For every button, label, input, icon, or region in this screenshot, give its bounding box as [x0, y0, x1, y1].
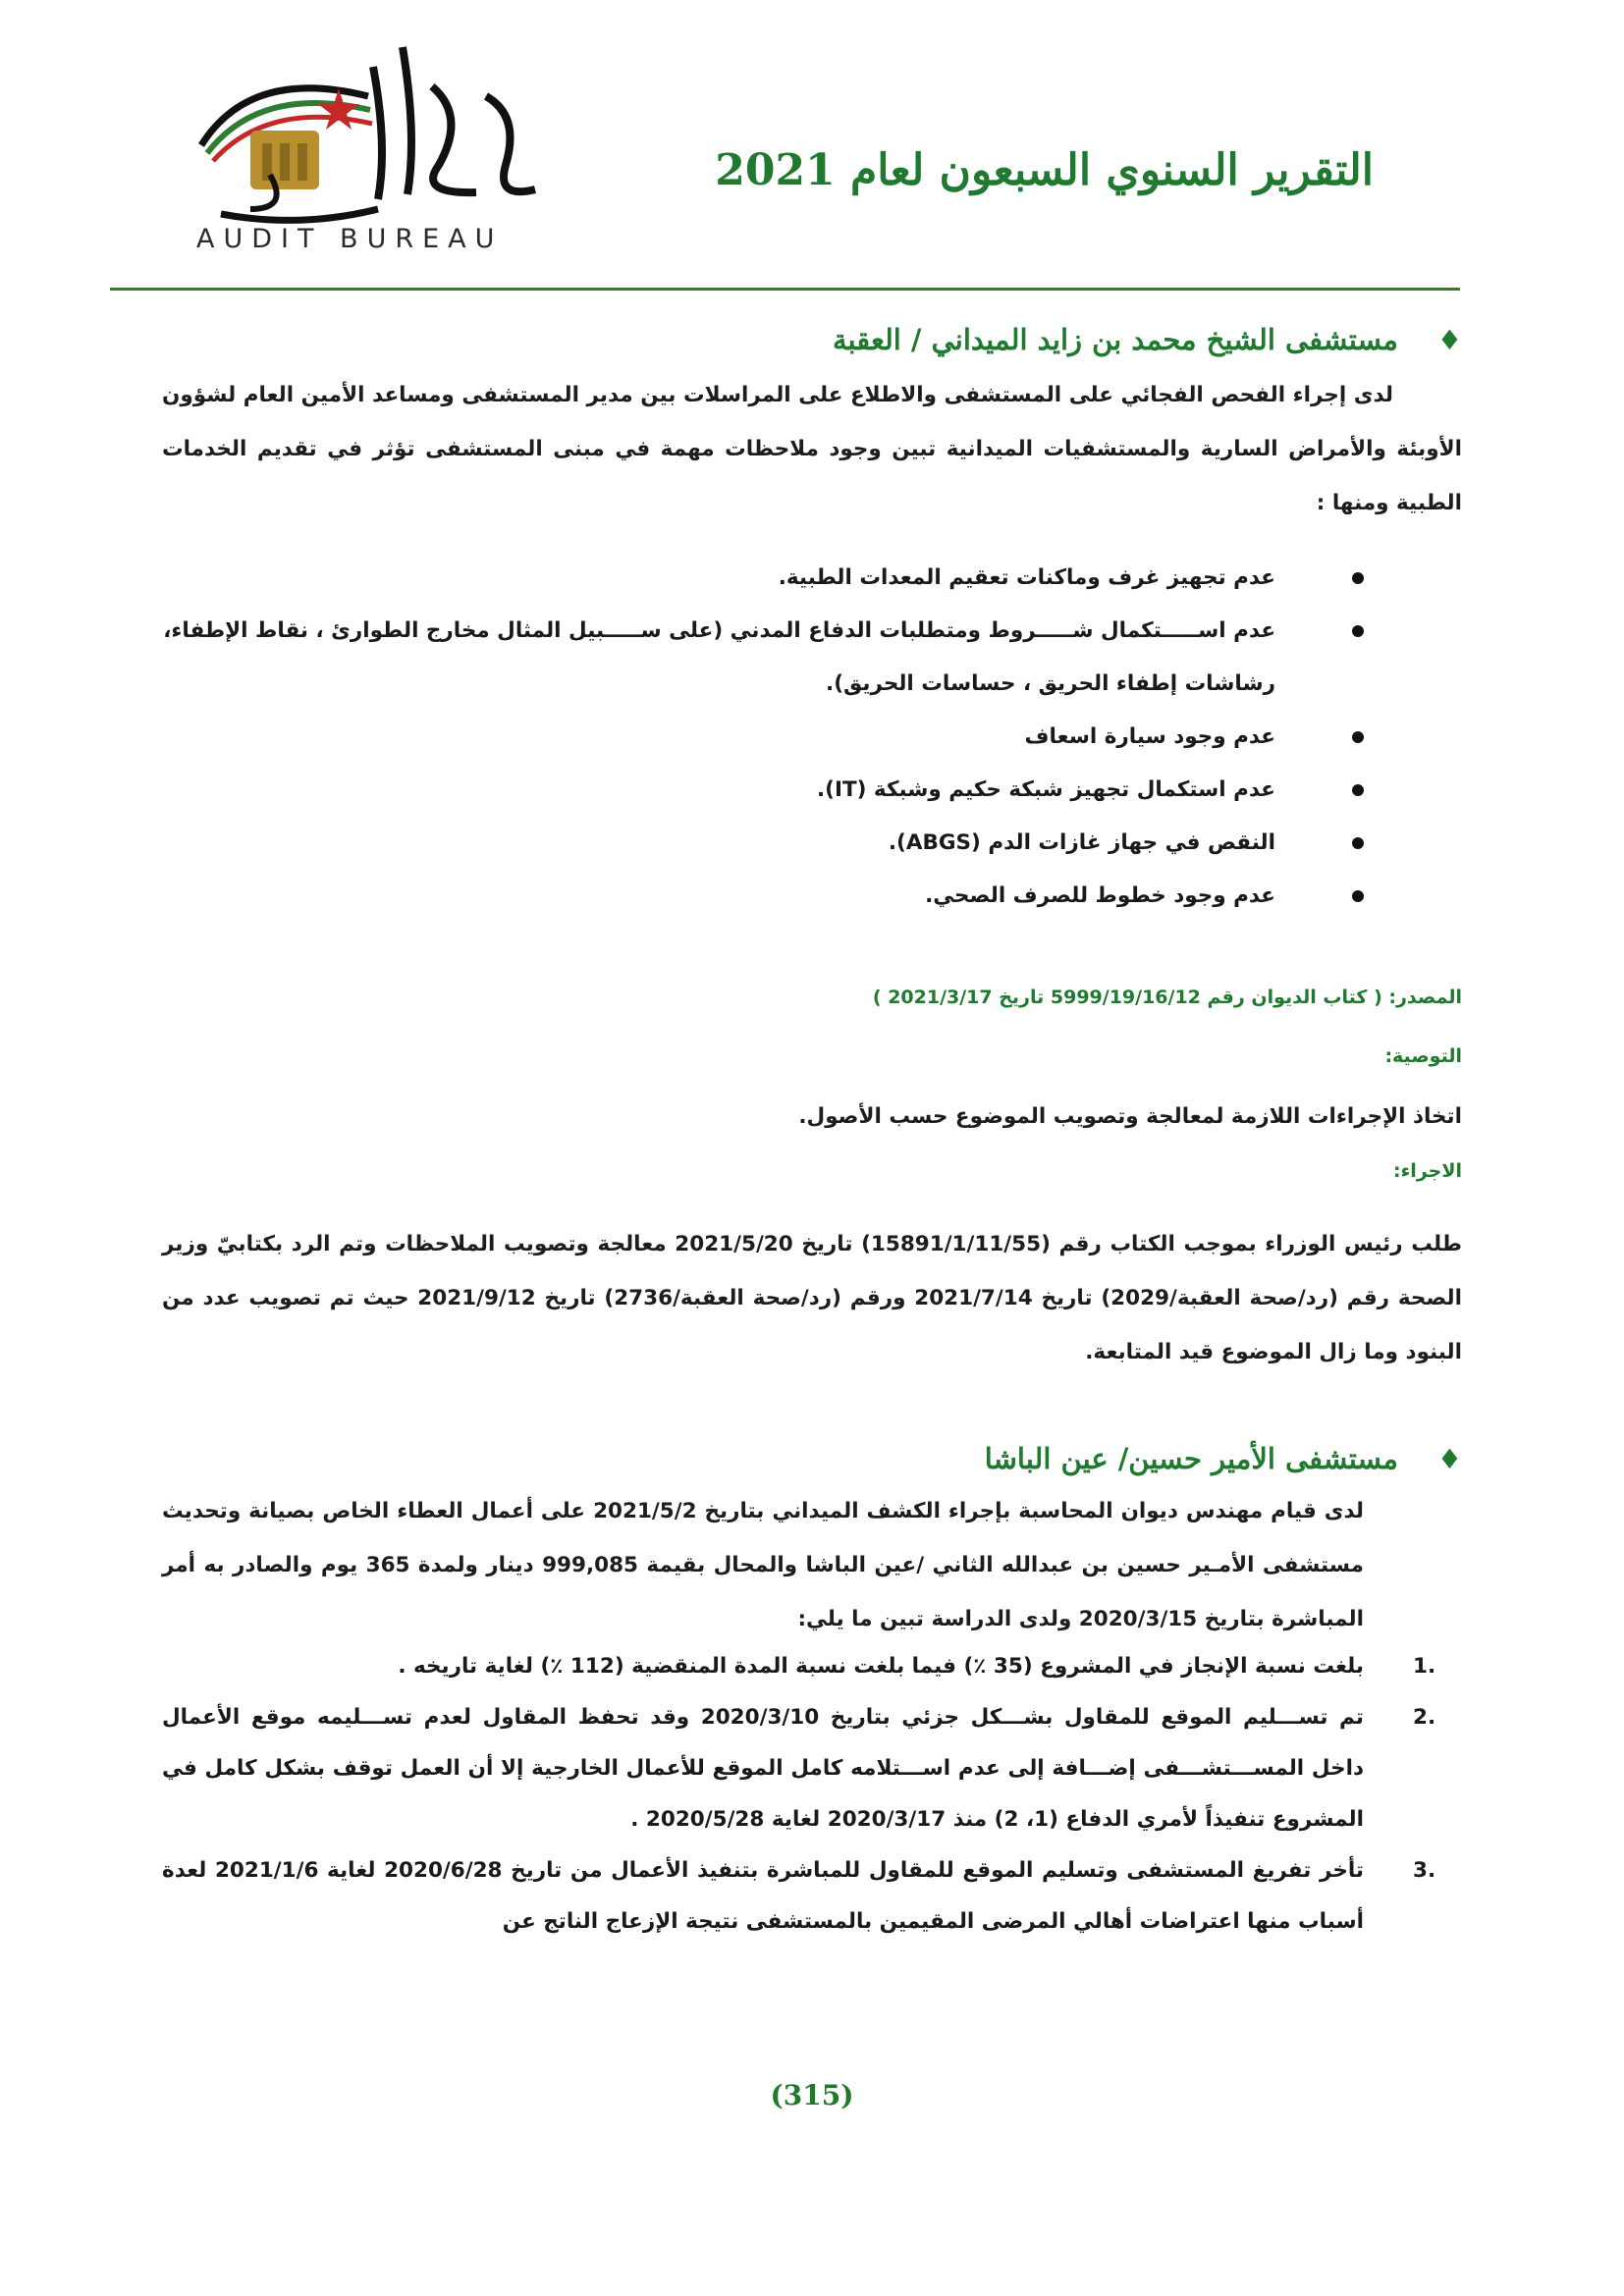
action-label: الاجراء: — [1393, 1160, 1462, 1182]
section-intro: لدى قيام مهندس ديوان المحاسبة بإجراء الكشف الميداني بتاريخ 2021/5/2 على أعمال العطاء الخاص بصيانة وتحديث مستشفى الأمـير حسين بن عبدالله الثاني /عين الباشا والمحال بقيمة 999,085 دينار ولمدة 365 يوم والصادر به أمر المباشرة بتاريخ 2020/3/15 ولدى الدراسة تبين ما يلي: — [162, 1499, 1364, 1631]
numbered-findings — [162, 1641, 1462, 1948]
section-intro: لدى إجراء الفحص الفجائي على المستشفى والاطلاع على المراسلات بين مدير المستشفى ومساعد الأمين العام لشؤون الأوبئة والأمراض السارية والمستشفيات الميدانية تبين وجود ملاحظات مهمة في مبنى المستشفى تؤثر في تقديم الخدمات الطبية ومنها : — [162, 383, 1462, 515]
page-header — [0, 0, 1624, 294]
list-item: عدم تجهيز غرف وماكنات تعقيم المعدات الطبية. — [162, 552, 1462, 605]
report-title: التقرير السنوي السبعون لعام 2021 — [715, 145, 1374, 195]
section-heading — [162, 1433, 1462, 1484]
list-item: النقص في جهاز غازات الدم (ABGS). — [162, 817, 1462, 870]
recommendation-label: التوصية: — [1384, 1045, 1462, 1067]
diamond-bullet-icon: ♦ — [1436, 1442, 1462, 1475]
findings-list — [162, 552, 1462, 923]
logo-subtitle: AUDIT BUREAU — [196, 224, 504, 254]
list-item: 2. تم تســـليم الموقع للمقاول بشـــكل جزئي بتاريخ 2020/3/10 وقد تحفظ المقاول لعدم تســـليمه موقع الأعمال داخل المســـتشـــفى إضـــافة إلى عدم اســـتلامه كامل الموقع للأعمال الخارجية إلا أن العمل توقف بشكل كامل في المشروع تنفيذاً لأمري الدفاع (1، 2) منذ 2020/3/17 لغاية 2020/5/28 . — [162, 1705, 1436, 1832]
action-text: طلب رئيس الوزراء بموجب الكتاب رقم (15891/1/11/55) تاريخ 2021/5/20 معالجة وتصويب الملاحظات وتم الرد بكتابيّ وزير الصحة رقم (رد/صحة العقبة/2029) تاريخ 2021/7/14 ورقم (رد/صحة العقبة/2736) تاريخ 2021/9/12 حيث تم تصويب عدد من البنود وما زال الموضوع قيد المتابعة. — [162, 1232, 1462, 1364]
section-heading — [162, 314, 1462, 365]
bullet-dot-icon — [1352, 784, 1364, 796]
bullet-dot-icon — [1352, 731, 1364, 743]
list-item: عدم اســـــتكمال شـــــروط ومتطلبات الدفاع المدني (على ســـــبيل المثال مخارج الطوارئ ، نقاط الإطفاء، رشاشات إطفاء الحريق ، حساسات الحريق). — [162, 605, 1462, 711]
header-divider — [110, 288, 1460, 291]
source-reference: المصدر: ( كتاب الديوان رقم 5999/19/16/12 تاريخ 2021/3/17 ) — [872, 987, 1462, 1008]
section-heading-text: مستشفى الأمير حسين/ عين الباشا — [984, 1442, 1398, 1475]
diamond-bullet-icon: ♦ — [1436, 323, 1462, 356]
list-item: 1. بلغت نسبة الإنجاز في المشروع (35 ٪) فيما بلغت نسبة المدة المنقضية (112 ٪) لغاية تاريخه . — [398, 1654, 1436, 1679]
page-number: (315) — [770, 2079, 854, 2111]
section-heading-text: مستشفى الشيخ محمد بن زايد الميداني / العقبة — [832, 323, 1398, 356]
bullet-dot-icon — [1352, 837, 1364, 849]
list-item: عدم وجود خطوط للصرف الصحي. — [162, 870, 1462, 923]
list-item: 3. تأخر تفريغ المستشفى وتسليم الموقع للمقاول للمباشرة بتنفيذ الأعمال من تاريخ 2020/6/28 لغاية 2021/1/6 لعدة أسباب منها اعتراضات أهالي المرضى المقيمين بالمستشفى نتيجة الإزعاج الناتج عن — [162, 1858, 1436, 1934]
bullet-dot-icon — [1352, 625, 1364, 637]
bullet-dot-icon — [1352, 890, 1364, 902]
recommendation-text: اتخاذ الإجراءات اللازمة لمعالجة وتصويب الموضوع حسب الأصول. — [798, 1104, 1462, 1129]
list-item: عدم استكمال تجهيز شبكة حكيم وشبكة (IT). — [162, 764, 1462, 817]
list-item: عدم وجود سيارة اسعاف — [162, 711, 1462, 764]
bullet-dot-icon — [1352, 572, 1364, 584]
